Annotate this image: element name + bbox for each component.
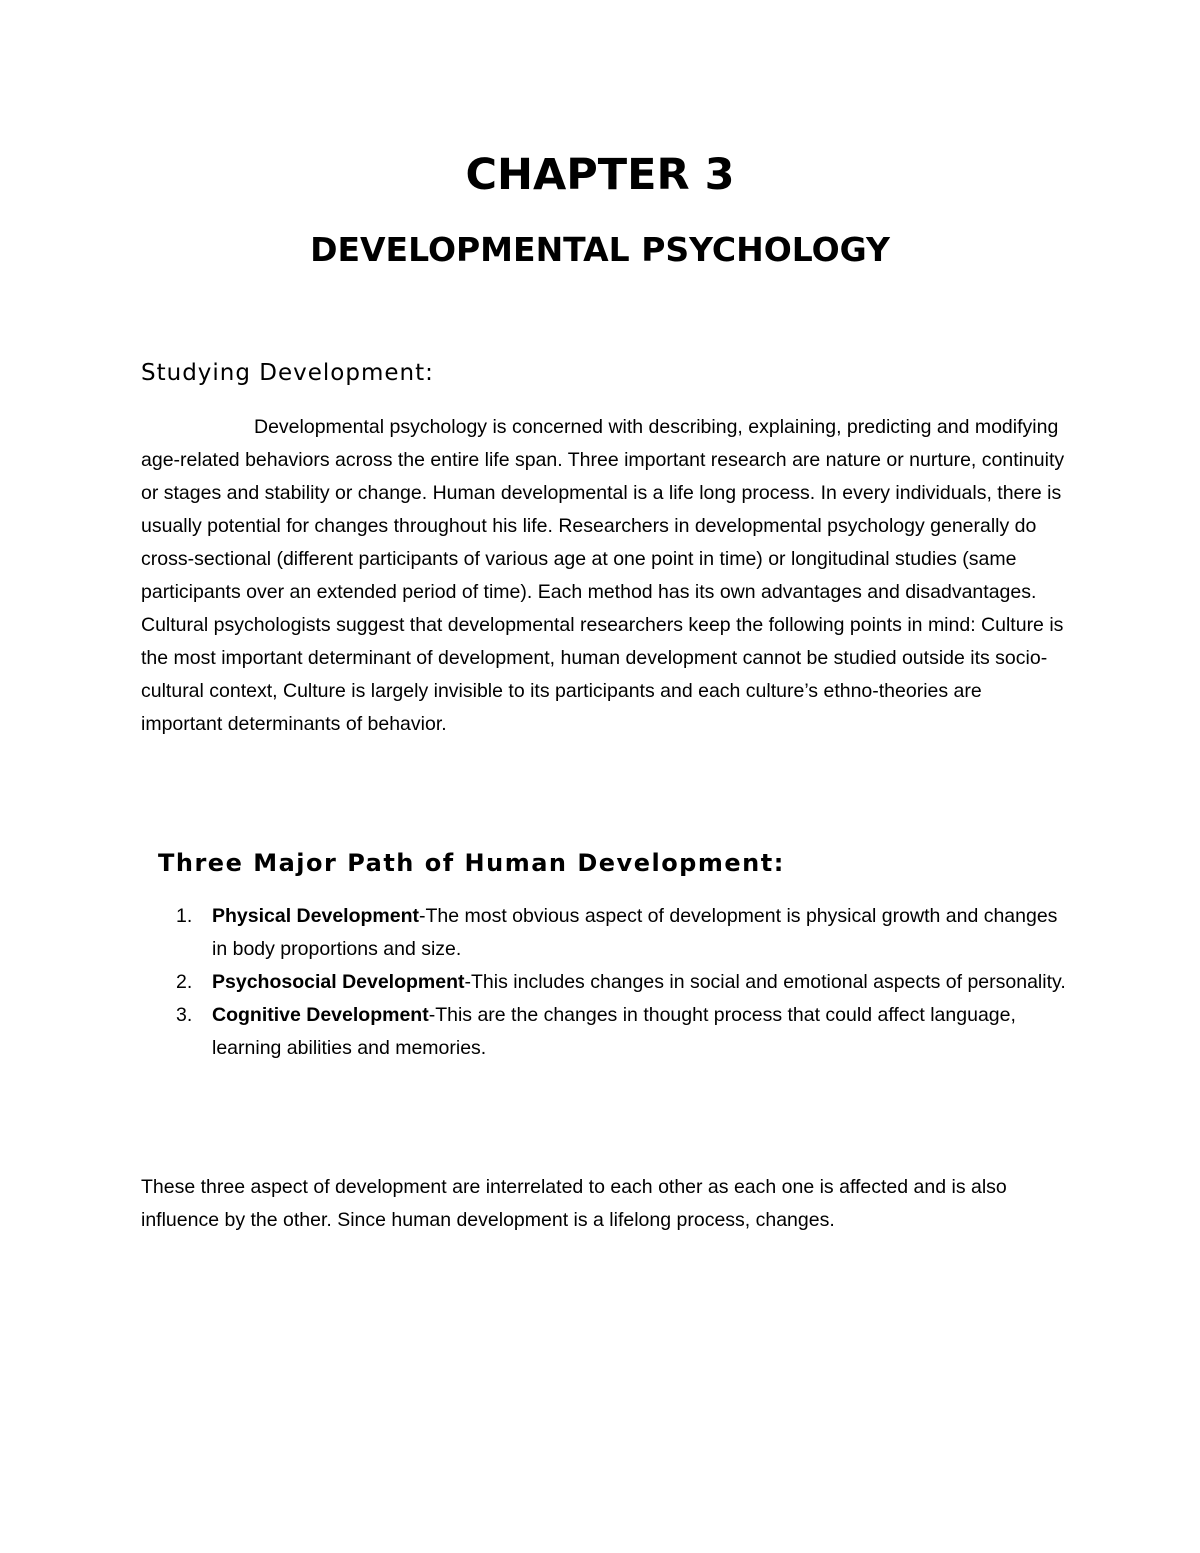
list-item-physical-development [176, 900, 1076, 966]
list-item-name: Cognitive Development [212, 1004, 429, 1026]
list-item-number: 1. [176, 905, 193, 927]
development-path-list [176, 900, 1076, 1065]
closing-paragraph: These three aspect of development are interrelated to each other as each one is affected and is also influence by the other. Since human development is a lifelong process, changes. [141, 1176, 1007, 1231]
list-item-description: -This includes changes in social and emotional aspects of personality. [464, 971, 1066, 993]
list-item-name: Psychosocial Development [212, 971, 465, 993]
chapter-title: CHAPTER 3 [465, 150, 735, 200]
list-item-description: -This are the changes in thought process that could affect language, learning abilities and memories. [212, 1004, 1016, 1059]
intro-paragraph: Developmental psychology is concerned with describing, explaining, predicting and modifying age-related behaviors across the entire life span. Three important research are nature or nurture, continuity or stages and stability or change. Human developmental is a life long process. In every individuals, there is usually potential for changes throughout his life. Researchers in developmental psychology generally do cross-sectional (different participants of various age at one point in time) or longitudinal studies (same participants over an extended period of time). Each method has its own advantages and disadvantages. Cultural psychologists suggest that developmental researchers keep the following points in mind: Culture is the most important determinant of development, human development cannot be studied outside its socio-cultural context, Culture is largely invisible to its participants and each culture’s ethno-theories are important determinants of behavior. [141, 416, 1065, 735]
list-item-number: 2. [176, 971, 193, 993]
chapter-subtitle: DEVELOPMENTAL PSYCHOLOGY [310, 230, 890, 269]
list-item-number: 3. [176, 1004, 193, 1026]
section-heading-major-paths: Three Major Path of Human Development: [158, 849, 785, 877]
list-item-cognitive-development [176, 999, 1076, 1065]
list-item-name: Physical Development [212, 905, 419, 927]
list-item-description: -The most obvious aspect of development is physical growth and changes in body proportions and size. [212, 905, 1058, 960]
section-heading-studying-development: Studying Development: [141, 360, 434, 386]
list-item-psychosocial-development [176, 966, 1076, 999]
